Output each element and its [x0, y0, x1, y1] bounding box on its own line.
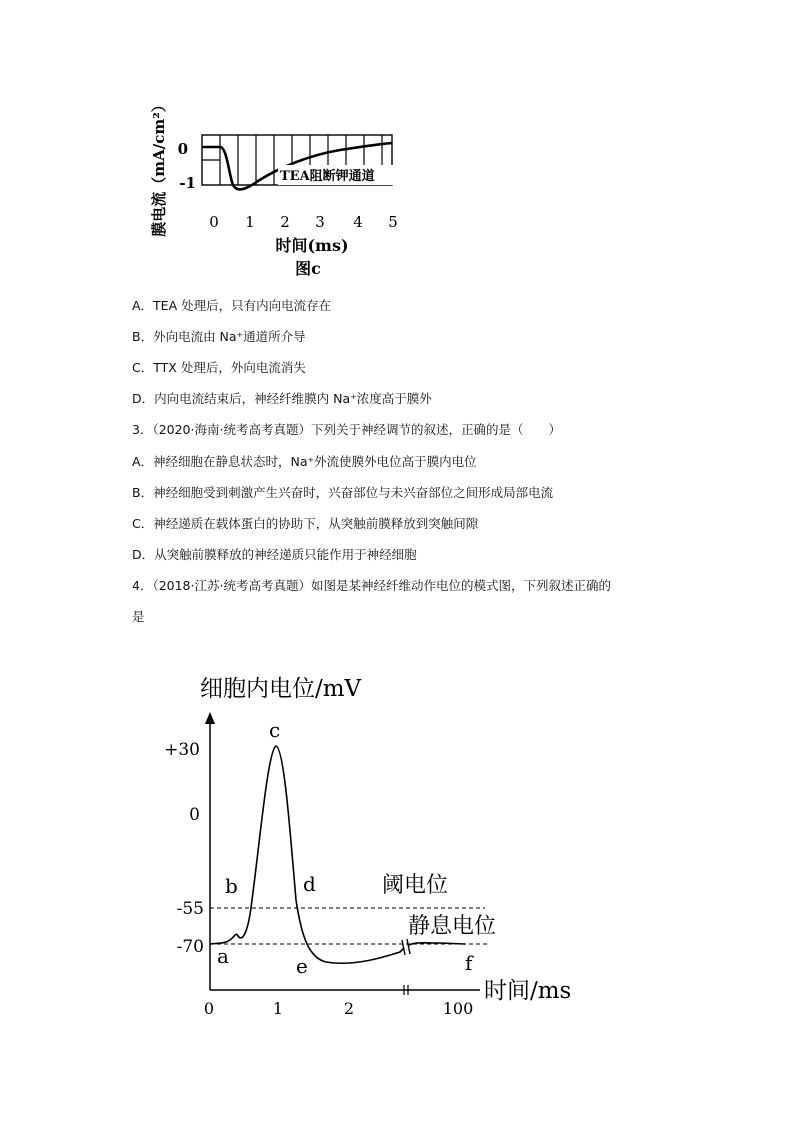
figure-c-xtick-0: 0: [209, 213, 219, 231]
ap-xtick-1: 1: [272, 999, 284, 1018]
q3-option-d: D．从突触前膜释放的神经递质只能作用于神经细胞: [132, 547, 417, 562]
ap-ytick-minus55: -55: [176, 899, 204, 919]
figure-c-xtick-4: 4: [353, 213, 363, 231]
q3-stem: 3．（2020·海南·统考高考真题）下列关于神经调节的叙述，正确的是（ ）: [132, 422, 561, 437]
ap-y-axis-label: 细胞内电位/mV: [200, 676, 362, 702]
q3-option-b: B．神经细胞受到刺激产生兴奋时，兴奋部位与未兴奋部位之间形成局部电流: [132, 485, 554, 500]
ap-xtick-2: 2: [343, 999, 355, 1018]
point-label-e: e: [296, 954, 308, 978]
figure-action-potential: [160, 660, 600, 1030]
q4-stem-line2: 是: [132, 609, 145, 624]
point-label-d: d: [303, 872, 316, 896]
q4-stem-line1: 4．（2018·江苏·统考高考真题）如图是某神经纤维动作电位的模式图，下列叙述正确的: [132, 578, 611, 593]
figure-c-xtick-5: 5: [388, 213, 398, 231]
figure-c-caption: 图c: [295, 259, 321, 278]
point-label-b: b: [225, 874, 238, 898]
ap-xtick-0: 0: [203, 999, 215, 1018]
figure-c-xtick-2: 2: [280, 213, 290, 231]
figure-c-xtick-3: 3: [315, 213, 325, 231]
resting-potential-label: 静息电位: [408, 914, 497, 939]
q3-option-a: A．神经细胞在静息状态时，Na⁺外流使膜外电位高于膜内电位: [132, 454, 477, 469]
q2-option-c: C．TTX 处理后，外向电流消失: [132, 360, 306, 375]
ap-ytick-0: 0: [189, 805, 200, 825]
point-label-a: a: [217, 944, 229, 968]
point-label-c: c: [269, 718, 281, 742]
ap-y-axis-arrow: [205, 712, 215, 724]
ap-curve-break-marks: [402, 939, 410, 955]
q2-option-d: D．内向电流结束后，神经纤维膜内 Na⁺浓度高于膜外: [132, 391, 432, 406]
figure-c-ytick-0: 0: [177, 140, 188, 158]
figure-c-annotation: TEA阻断钾通道: [280, 169, 375, 184]
figure-c-ytick-1: -1: [179, 174, 196, 192]
action-potential-curve: [210, 746, 404, 963]
point-label-f: f: [465, 951, 473, 975]
figure-c-y-axis-label: 膜电流（mA/cm²）: [150, 97, 168, 237]
ap-ytick-plus30: +30: [164, 740, 200, 760]
threshold-potential-label: 阈电位: [382, 873, 449, 898]
q3-option-c: C．神经递质在载体蛋白的协助下，从突触前膜释放到突触间隙: [132, 516, 479, 531]
figure-c-membrane-current: [140, 85, 410, 285]
figure-c-xtick-1: 1: [245, 213, 255, 231]
ap-x-axis-label: 时间/ms: [484, 978, 572, 1004]
q2-option-a: A．TEA 处理后，只有内向电流存在: [132, 298, 332, 313]
q2-option-b: B．外向电流由 Na⁺通道所介导: [132, 329, 306, 344]
figure-c-x-axis-label: 时间(ms): [275, 236, 349, 255]
ap-xtick-100: 100: [442, 999, 474, 1018]
ap-ytick-minus70: -70: [176, 937, 204, 957]
